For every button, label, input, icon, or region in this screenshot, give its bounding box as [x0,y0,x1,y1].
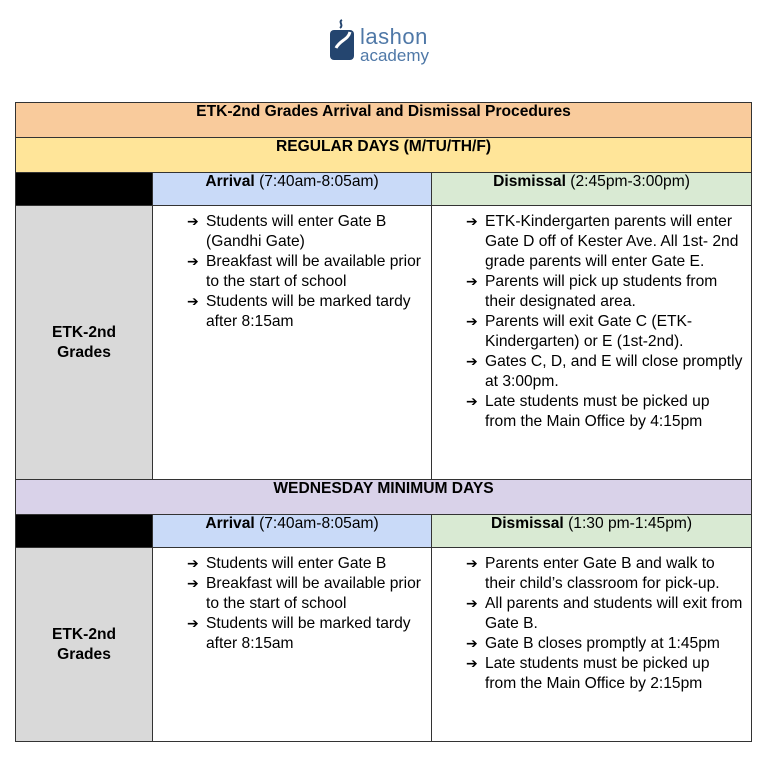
grade-label: ETK-2nd Grades [51,323,117,361]
arrival-label: Arrival [205,515,255,532]
school-logo [328,14,448,66]
grade-label: ETK-2nd Grades [51,625,117,663]
dismissal-header [432,173,752,206]
list-item: ➔ Breakfast will be available prior to the start of school [153,574,423,614]
dismissal-time: (1:30 pm-1:45pm) [563,515,693,532]
procedures-table [15,102,752,742]
list-item: ➔ Parents enter Gate B and walk to their child’s classroom for pick-up. [432,554,743,594]
arrival-time: (7:40am-8:05am) [254,173,379,190]
list-item: ➔ Gate B closes promptly at 1:45pm [432,634,743,654]
section-heading-regular: REGULAR DAYS (M/TU/TH/F) [16,138,752,173]
arrival-cell [153,548,432,742]
list-item: ➔ Breakfast will be available prior to the start of school [153,252,423,292]
list-item: ➔ Students will enter Gate B (Gandhi Gate) [153,212,423,252]
header-blank [16,515,153,548]
list-item: ➔ Parents will exit Gate C (ETK-Kindergarten) or E (1st-2nd). [432,312,743,352]
grade-cell [16,548,153,742]
list-item: ➔ Students will be marked tardy after 8:15am [153,614,423,654]
list-item: ➔ Late students must be picked up from the Main Office by 2:15pm [432,654,743,694]
list-item: ➔ Students will be marked tardy after 8:15am [153,292,423,332]
dismissal-time: (2:45pm-3:00pm) [565,173,690,190]
dismissal-cell [432,548,752,742]
section-heading-wednesday: WEDNESDAY MINIMUM DAYS [16,480,752,515]
logo-word-academy: academy [360,46,429,65]
list-item: ➔ Parents will pick up students from their designated area. [432,272,743,312]
grade-cell [16,206,153,480]
dismissal-list [432,206,751,438]
arrival-list [153,548,431,660]
table-title: ETK-2nd Grades Arrival and Dismissal Procedures [16,103,752,138]
dismissal-label: Dismissal [490,515,564,532]
lamp-icon [328,18,358,62]
dismissal-header [432,515,752,548]
arrival-time: (7:40am-8:05am) [254,515,379,532]
list-item: ➔ ETK-Kindergarten parents will enter Gate D off of Kester Ave. All 1st- 2nd grade parents will enter Gate E. [432,212,743,272]
arrival-label: Arrival [205,173,255,190]
header-blank [16,173,153,206]
dismissal-label: Dismissal [493,173,566,190]
arrival-cell [153,206,432,480]
logo-word-lashon: lashon [360,24,428,49]
list-item: ➔ Late students must be picked up from the Main Office by 4:15pm [432,392,743,432]
list-item: ➔ Gates C, D, and E will close promptly at 3:00pm. [432,352,743,392]
arrival-header [153,515,432,548]
dismissal-cell [432,206,752,480]
list-item: ➔ All parents and students will exit from Gate B. [432,594,743,634]
list-item: ➔ Students will enter Gate B [153,554,423,574]
arrival-header [153,173,432,206]
dismissal-list [432,548,751,700]
arrival-list [153,206,431,338]
